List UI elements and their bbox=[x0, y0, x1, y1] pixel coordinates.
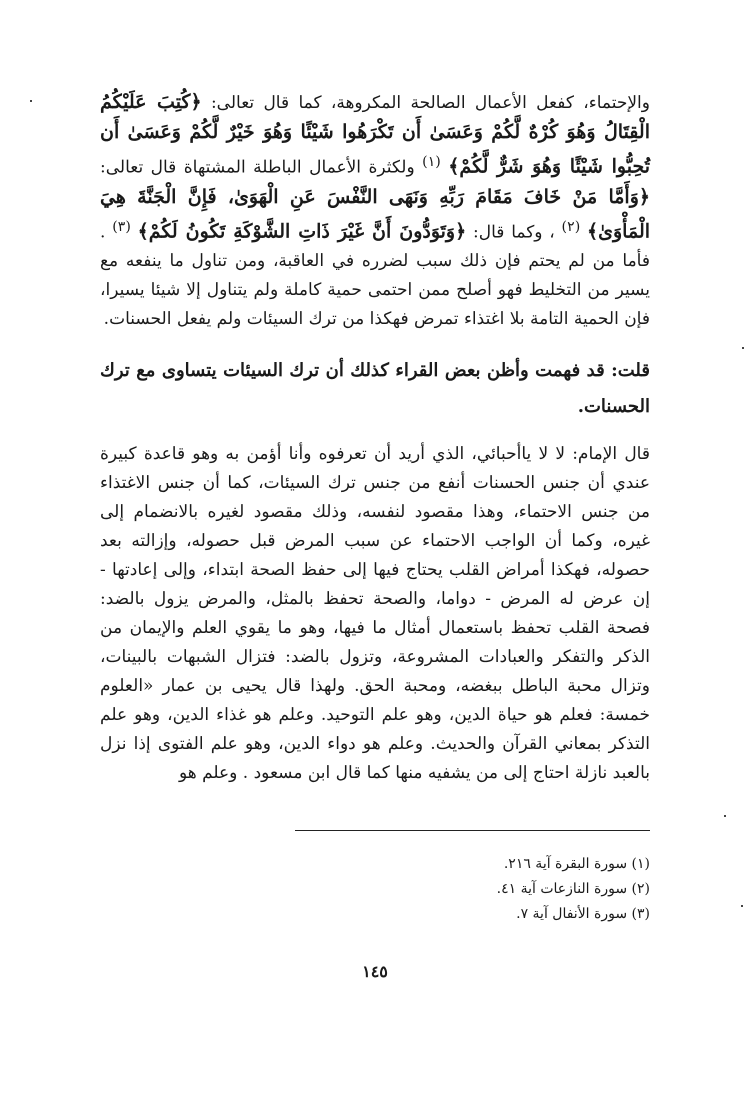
page-number: ١٤٥ bbox=[362, 962, 388, 981]
paragraph-1-connector: ، وكما قال: bbox=[473, 222, 555, 243]
quran-quote-1: ﴿كُتِبَ عَلَيْكُمُ الْقِتَالُ وَهُوَ كُرْهٌ لَّكُمْ وَعَسَىٰ أَن تَكْرَهُوا شَيْئًا وَهُوَ خَيْرٌ لَّكُمْ وَعَسَىٰ أَن تُحِبُّوا شَيْئًا وَهُوَ شَرٌّ لَّكُمْ﴾ bbox=[100, 91, 651, 178]
footnote-ref-2: (٢) bbox=[561, 218, 581, 235]
question-heading: قلت: قد فهمت وأظن بعض القراء كذلك أن ترك السيئات يتساوى مع ترك الحسنات. bbox=[100, 360, 650, 417]
footnote-divider bbox=[295, 830, 650, 831]
paragraph-1-intro: والإحتماء، كفعل الأعمال الصالحة المكروهة، كما قال تعالى: bbox=[210, 93, 650, 113]
footnote-1: (١) سورة البقرة آية ٢١٦. bbox=[503, 856, 650, 872]
footnote-2: (٢) سورة النازعات آية ٤١. bbox=[496, 881, 650, 897]
scan-speck bbox=[724, 815, 726, 817]
quran-quote-3: ﴿وَتَوَدُّونَ أَنَّ غَيْرَ ذَاتِ الشَّوْكَةِ تَكُونُ لَكُمْ﴾ bbox=[137, 220, 467, 243]
body-paragraph-2: قال الإمام: لا لا ياأحبائي، الذي أريد أن تعرفوه وأنا أؤمن به وهو قاعدة كبيرة عندي أن جنس الحسنات أنفع من جنس ترك السيئات، كما أن جنس الاغتذاء من جنس الاحتماء، وهذا مقصود لنفسه، وذلك مقصود لغيره بالانضمام إلى غيره، وكما أن الواجب الاحتماء عن سبب المرض قبل حصوله، وإزالته بعد حصوله، فهكذا أمراض القلب يحتاج فيها إلى حفظ الصحة ابتداء، وإلى إعادتها - إن عرض له المرض - دواما، والصحة تحفظ بالمثل، والمرض يزول بالضد: فصحة القلب تحفظ باستعمال أمثال ما فيها، وهو ما يقوي العلم والإيمان من الذكر والتفكر والعبادات المشروعة، وتزول بالضد: فتزال الشبهات بالبينات، وتزال محبة الباطل ببغضه، ومحبة الحق. ولهذا قال يحيى بن عمار «العلوم خمسة: فعلم هو حياة الدين، وهو علم التوحيد. وعلم هو غذاء الدين، وهو علم التذكر بمعاني القرآن والحديث. وعلم هو دواء الدين، وهو علم الفتوى إذا نزل بالعبد نازلة احتاج إلى من يشفيه منها كما قال ابن مسعود . وعلم هو bbox=[100, 444, 650, 783]
scan-speck bbox=[30, 100, 32, 102]
footnotes bbox=[300, 852, 650, 927]
paragraph-1-middle: ولكثرة الأعمال الباطلة المشتهاة قال تعالى: bbox=[100, 157, 415, 178]
footnote-ref-1: (١) bbox=[422, 154, 441, 170]
paragraph-1-rest: . فأما من لم يحتم فإن ذلك سبب لضرره في العاقبة، ومن تناول ما ينفعه مع يسير من التخليط فهو أصلح ممن احتمى حمية كاملة ولم يتناول إلا شيئا يسيرا، فإن الحمية التامة بلا اغتذاء تمرض فهكذا من ترك السيئات ولم يفعل الحسنات. bbox=[100, 222, 650, 330]
body-paragraph-1 bbox=[100, 88, 650, 334]
footnote-ref-3: (٣) bbox=[112, 218, 131, 235]
scan-speck bbox=[741, 905, 743, 907]
footnote-3: (٣) سورة الأنفال آية ٧. bbox=[516, 906, 650, 922]
quran-quote-2: ﴿وَأَمَّا مَنْ خَافَ مَقَامَ رَبِّهِ وَنَهَى النَّفْسَ عَنِ الْهَوَىٰ، فَإِنَّ الْجَنَّةَ هِيَ الْمَأْوَىٰ﴾ bbox=[100, 185, 651, 243]
scan-speck bbox=[742, 347, 744, 349]
